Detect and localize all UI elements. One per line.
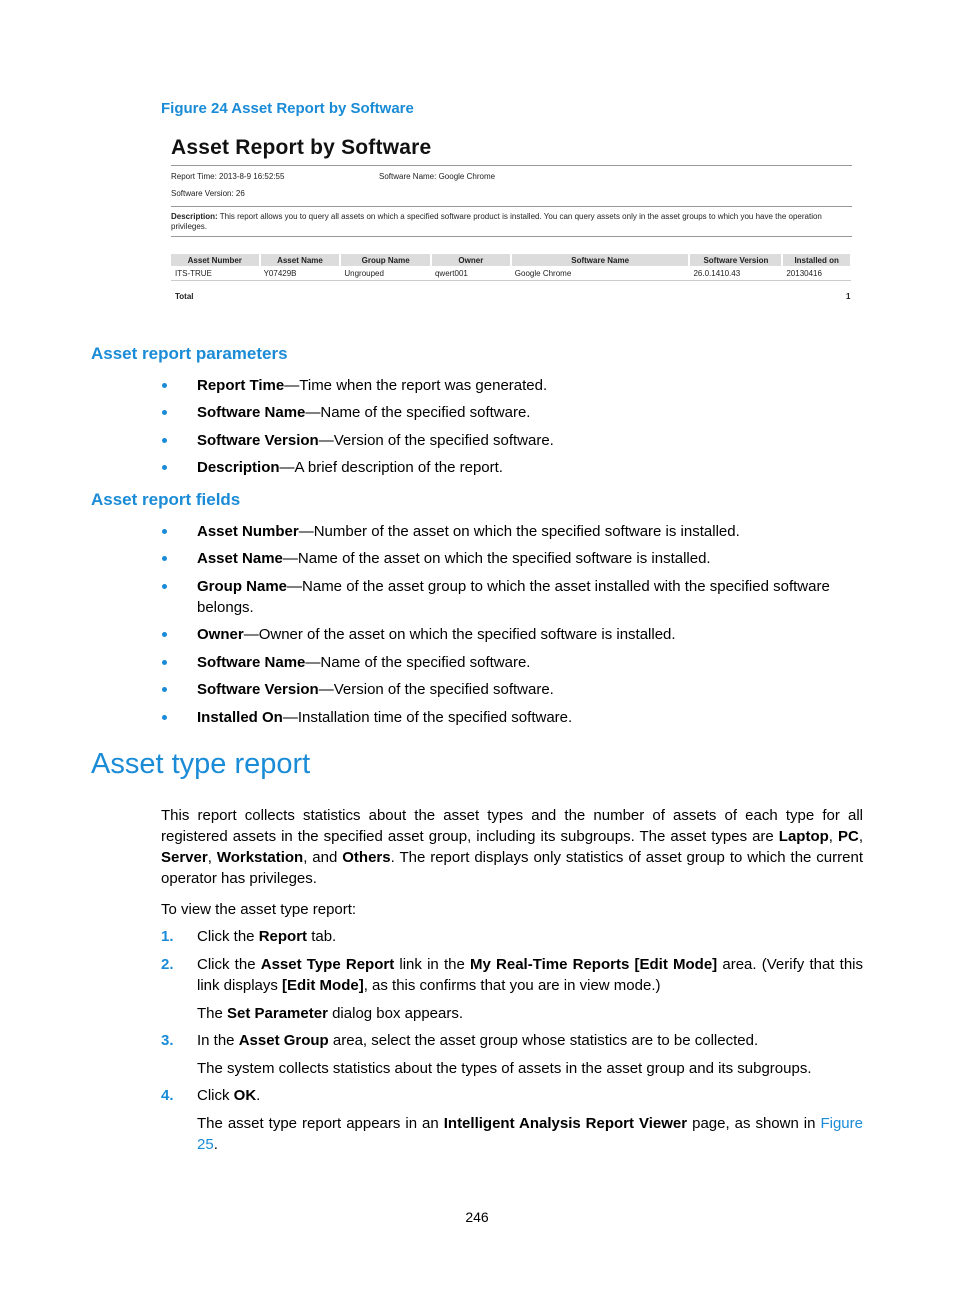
- description-divider: [171, 236, 852, 237]
- term-description: —Name of the asset group to which the asset installed with the specified software belongs.: [197, 578, 830, 616]
- term-description: —Version of the specified software.: [318, 432, 554, 449]
- figure-25-link[interactable]: Figure 25: [197, 1115, 863, 1153]
- step-number: 2.: [161, 956, 174, 973]
- intro-paragraph: [161, 805, 863, 889]
- cell-asset-name: Y07429B: [260, 266, 341, 281]
- term-description: —Name of the asset on which the specified software is installed.: [282, 550, 711, 567]
- term-description: —Installation time of the specified software.: [282, 709, 573, 726]
- note-text: The asset type report appears in an: [197, 1115, 444, 1132]
- section-heading-fields: Asset report fields: [91, 490, 241, 509]
- bullet-icon: [162, 715, 167, 720]
- ui-term: Report: [258, 928, 308, 945]
- ui-term: My Real-Time Reports [Edit Mode]: [470, 956, 718, 973]
- term-description: —Owner of the asset on which the specified software is installed.: [243, 626, 676, 643]
- type-workstation: Workstation: [216, 849, 304, 866]
- ui-term: Asset Group: [238, 1032, 329, 1049]
- software-version: Software Version: 26: [171, 189, 245, 198]
- step-text: .: [256, 1087, 261, 1104]
- page-number: 246: [465, 1209, 489, 1225]
- figure-caption: Figure 24 Asset Report by Software: [161, 100, 414, 117]
- report-description: [171, 212, 852, 232]
- ui-term: OK: [233, 1087, 257, 1104]
- step-text: area. (Verify that this link displays: [197, 956, 863, 994]
- bullet-icon: [162, 584, 167, 589]
- cell-software-name: Google Chrome: [511, 266, 690, 281]
- term: Owner: [197, 626, 244, 643]
- ui-term: [Edit Mode]: [282, 977, 364, 994]
- col-software-name: Software Name: [511, 254, 690, 266]
- note-text: dialog box appears.: [327, 1005, 464, 1022]
- report-table: [171, 254, 852, 281]
- note-text: .: [213, 1136, 218, 1153]
- note-text: The: [197, 1005, 228, 1022]
- description-text: This report allows you to query all assets on which a specified software product is installed. You can query assets only in the asset groups to which you have the operation privileges.: [171, 212, 822, 231]
- step-number: 3.: [161, 1032, 174, 1049]
- term: Description: [197, 459, 280, 476]
- bullet-icon: [162, 383, 167, 388]
- step-text: Click: [197, 1087, 234, 1104]
- cell-asset-number: ITS-TRUE: [171, 266, 260, 281]
- software-name: Software Name: Google Chrome: [379, 172, 496, 181]
- bullet-icon: [162, 632, 167, 637]
- section-title-asset-type-report: Asset type report: [91, 748, 311, 780]
- section-heading-parameters: Asset report parameters: [91, 344, 288, 363]
- col-owner: Owner: [431, 254, 511, 266]
- term: Asset Name: [197, 550, 283, 567]
- term: Asset Number: [197, 523, 299, 540]
- type-others: Others: [342, 849, 391, 866]
- col-asset-name: Asset Name: [260, 254, 341, 266]
- step-text: link in the: [394, 956, 470, 973]
- intro-text: This report collects statistics about the asset types and the number of assets of each type for all registered assets in the specified asset group, including its subgroups. The asset types are: [161, 807, 863, 845]
- term: Software Version: [197, 681, 319, 698]
- total-value: 1: [846, 292, 851, 301]
- term: Report Time: [197, 377, 285, 394]
- cell-group-name: Ungrouped: [340, 266, 431, 281]
- to-view-text: To view the asset type report:: [161, 901, 357, 918]
- step-text: , as this confirms that you are in view mode.): [363, 977, 661, 994]
- bullet-icon: [162, 410, 167, 415]
- step-text: tab.: [307, 928, 337, 945]
- step-text: area, select the asset group whose statistics are to be collected.: [328, 1032, 759, 1049]
- term: Software Name: [197, 404, 306, 421]
- params-divider: [171, 206, 852, 207]
- report-title: Asset Report by Software: [171, 136, 432, 159]
- table-row: [171, 266, 851, 281]
- report-time: Report Time: 2013-8-9 16:52:55: [171, 172, 285, 181]
- intro-text: . The report displays only statistics of asset group to which the current operator has privileges.: [161, 849, 863, 887]
- separator: ,: [858, 828, 863, 845]
- cell-installed-on: 20130416: [782, 266, 851, 281]
- report-figure: [171, 136, 852, 306]
- bullet-icon: [162, 529, 167, 534]
- type-laptop: Laptop: [778, 828, 829, 845]
- step-number: 4.: [161, 1087, 174, 1104]
- term-description: —Name of the specified software.: [305, 404, 531, 421]
- step-number: 1.: [161, 928, 174, 945]
- term-description: —A brief description of the report.: [279, 459, 503, 476]
- term: Software Name: [197, 654, 306, 671]
- ui-term: Set Parameter: [227, 1005, 328, 1022]
- note-text: page, as shown in: [687, 1115, 821, 1132]
- term: Installed On: [197, 709, 283, 726]
- col-software-version: Software Version: [689, 254, 782, 266]
- bullet-icon: [162, 556, 167, 561]
- ui-term: Intelligent Analysis Report Viewer: [443, 1115, 688, 1132]
- type-server: Server: [161, 849, 208, 866]
- bullet-icon: [162, 660, 167, 665]
- col-installed-on: Installed on: [782, 254, 851, 266]
- bullet-icon: [162, 465, 167, 470]
- bullet-icon: [162, 438, 167, 443]
- term-description: —Version of the specified software.: [318, 681, 554, 698]
- term-description: —Name of the specified software.: [305, 654, 531, 671]
- col-asset-number: Asset Number: [171, 254, 260, 266]
- bullet-icon: [162, 687, 167, 692]
- step-text: In the: [197, 1032, 239, 1049]
- description-label: Description:: [171, 212, 218, 221]
- separator: ,: [828, 828, 838, 845]
- ui-term: Asset Type Report: [260, 956, 395, 973]
- separator: , and: [303, 849, 343, 866]
- note-text: The system collects statistics about the types of assets in the asset group and its subgroups.: [197, 1060, 812, 1077]
- title-divider: [171, 165, 852, 166]
- table-header-row: [171, 254, 851, 266]
- step-text: Click the: [197, 928, 259, 945]
- col-group-name: Group Name: [340, 254, 431, 266]
- term: Software Version: [197, 432, 319, 449]
- total-label: Total: [175, 292, 194, 301]
- cell-software-version: 26.0.1410.43: [689, 266, 782, 281]
- term: Group Name: [197, 578, 288, 595]
- separator: ,: [207, 849, 217, 866]
- cell-owner: qwert001: [431, 266, 511, 281]
- term-description: —Number of the asset on which the specified software is installed.: [298, 523, 740, 540]
- step-text: Click the: [197, 956, 261, 973]
- term-description: —Time when the report was generated.: [284, 377, 548, 394]
- type-pc: PC: [837, 828, 859, 845]
